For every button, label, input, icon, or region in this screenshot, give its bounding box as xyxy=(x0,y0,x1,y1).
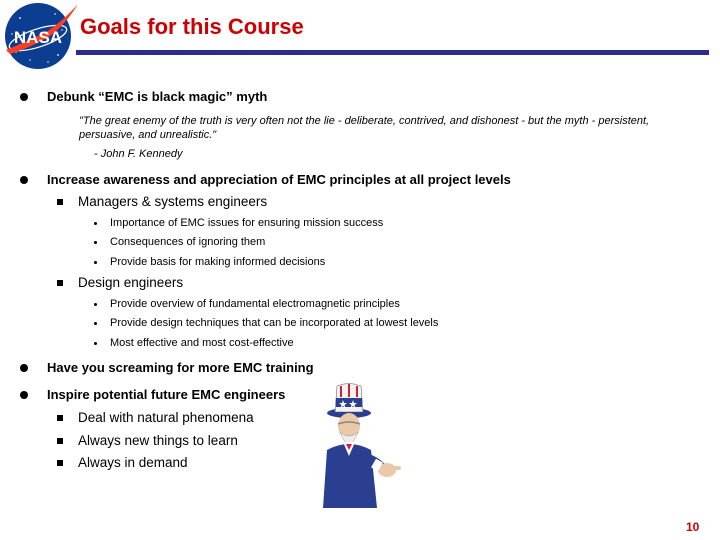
sub-bullet-square xyxy=(57,438,63,444)
item-bullet xyxy=(94,322,97,325)
bullet-dot xyxy=(20,364,28,372)
item-bullet xyxy=(94,261,97,264)
list-item: Provide basis for making informed decisions xyxy=(110,256,326,268)
list-item: Always in demand xyxy=(78,455,188,470)
item-bullet xyxy=(94,241,97,244)
sub-bullet-square xyxy=(57,199,63,205)
list-item: Consequences of ignoring them xyxy=(110,236,266,248)
list-item: Provide overview of fundamental electromagnetic principles xyxy=(110,298,400,310)
list-item: Most effective and most cost-effective xyxy=(110,337,294,349)
bullet-inspire: Inspire potential future EMC engineers xyxy=(47,387,286,402)
sub-bullet-design-engineers: Design engineers xyxy=(78,275,184,290)
uncle-sam-image xyxy=(313,380,409,510)
bullet-debunk-myth: Debunk “EMC is black magic” myth xyxy=(47,89,268,104)
bullet-training: Have you screaming for more EMC training xyxy=(47,360,314,375)
bullet-increase-awareness: Increase awareness and appreciation of EMC principles at all project levels xyxy=(47,172,511,187)
item-bullet xyxy=(94,342,97,345)
slide-title: Goals for this Course xyxy=(80,14,304,39)
item-bullet xyxy=(94,303,97,306)
item-bullet xyxy=(94,222,97,225)
title-rule xyxy=(76,50,709,55)
quote-attribution: - John F. Kennedy xyxy=(94,148,183,160)
sub-bullet-square xyxy=(57,415,63,421)
bullet-dot xyxy=(20,93,28,101)
list-item: Deal with natural phenomena xyxy=(78,410,254,425)
nasa-logo xyxy=(0,0,80,70)
bullet-dot xyxy=(20,391,28,399)
sub-bullet-square xyxy=(57,460,63,466)
bullet-dot xyxy=(20,176,28,184)
kennedy-quote: "The great enemy of the truth is very often not the lie - deliberate, contrived, and dishonest - but the myth - persistent, persuasive, and unrealistic." xyxy=(79,115,650,141)
list-item: Always new things to learn xyxy=(78,433,238,448)
sub-bullet-managers: Managers & systems engineers xyxy=(78,194,268,209)
list-item: Importance of EMC issues for ensuring mission success xyxy=(110,217,384,229)
svg-text:NASA: NASA xyxy=(13,28,63,47)
page-number: 10 xyxy=(686,520,700,534)
list-item: Provide design techniques that can be incorporated at lowest levels xyxy=(110,317,439,329)
sub-bullet-square xyxy=(57,280,63,286)
